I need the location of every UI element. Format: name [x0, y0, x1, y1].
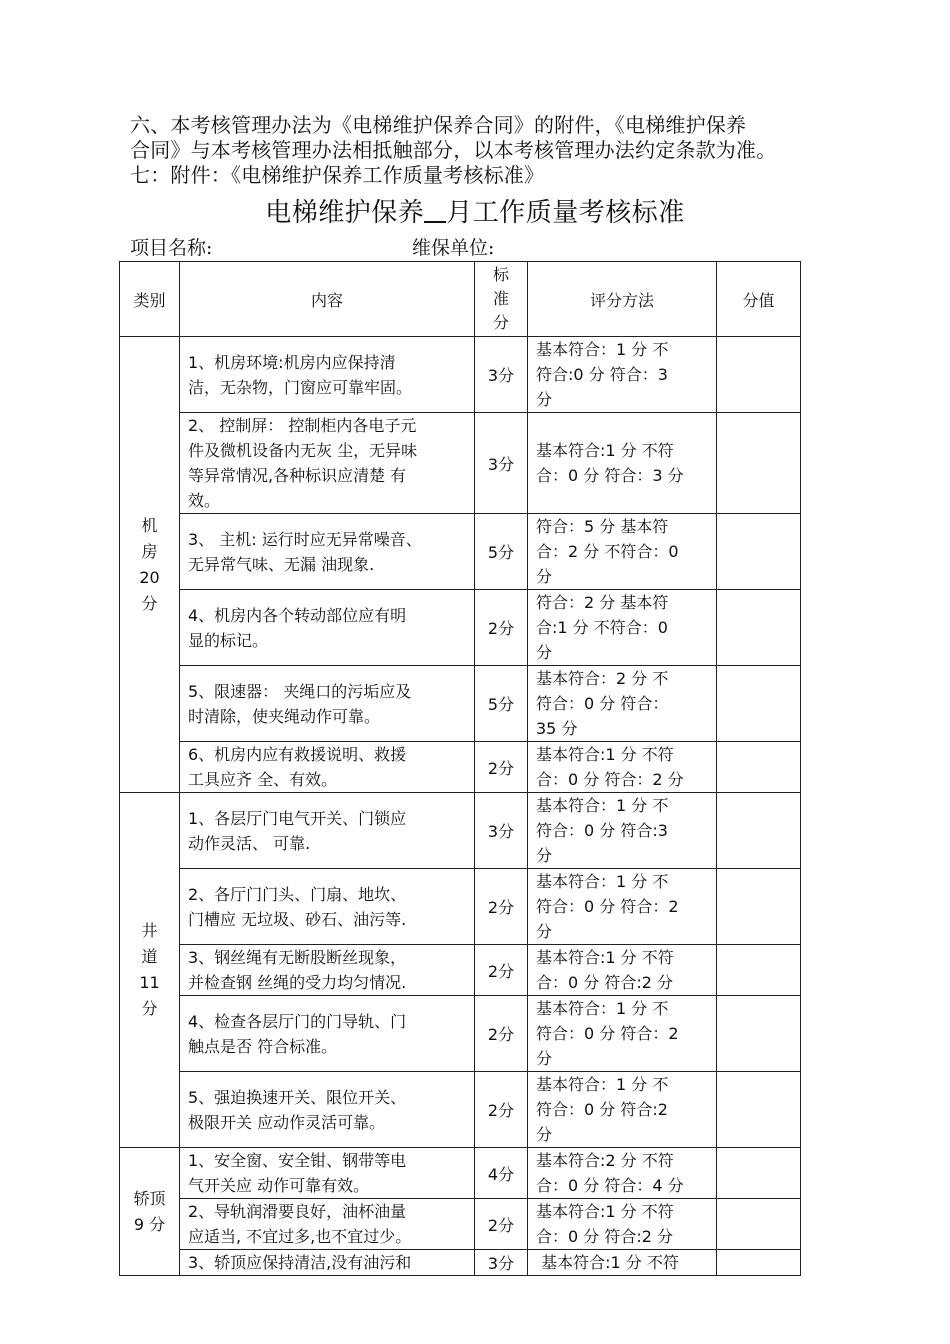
table-header-row — [120, 262, 801, 337]
method-line: 符合：0 分 符合： — [536, 694, 669, 713]
content-line: 1、各层厅门电气开关、门锁应 — [188, 808, 407, 828]
method-line: 符合:0 分 符合：3 — [536, 365, 668, 384]
method-line: 分 — [536, 846, 553, 865]
standard-score-cell: 3分 — [475, 1250, 528, 1276]
content-line: 触点是否 符合标准。 — [188, 1036, 338, 1056]
scoring-method-cell — [528, 945, 717, 996]
scoring-method-cell — [528, 590, 717, 666]
standard-score-cell: 2分 — [475, 996, 528, 1072]
content-cell — [180, 1250, 475, 1276]
content-line: 4、机房内各个转动部位应有明 — [188, 605, 407, 625]
month-blank — [424, 199, 446, 223]
score-value-cell[interactable] — [717, 1072, 801, 1148]
score-value-cell[interactable] — [717, 413, 801, 514]
content-cell — [180, 337, 475, 413]
method-line: 分 — [536, 643, 553, 662]
table-row — [120, 590, 801, 666]
method-line: 分 — [536, 390, 553, 409]
content-line: 显的标记。 — [188, 630, 269, 650]
table-row — [120, 514, 801, 590]
content-line: 4、检查各层厅门的门导轨、门 — [188, 1011, 407, 1031]
standard-score-cell: 2分 — [475, 1199, 528, 1250]
standard-score-cell: 3分 — [475, 793, 528, 869]
score-value-cell[interactable] — [717, 514, 801, 590]
content-line: 应适当, 不宜过多,也不宜过少。 — [188, 1227, 412, 1246]
score-value-cell[interactable] — [717, 590, 801, 666]
content-line: 5、限速器： 夹绳口的污垢应及 — [188, 681, 412, 701]
table-row — [120, 996, 801, 1072]
standard-score-cell: 2分 — [475, 869, 528, 945]
header-method: 评分方法 — [528, 262, 717, 337]
score-value-cell[interactable] — [717, 666, 801, 742]
method-line: 基本符合：1 分 不 — [536, 999, 669, 1018]
scoring-method-cell — [528, 413, 717, 514]
method-line: 符合：5 分 基本符 — [536, 517, 669, 536]
method-line: 35 分 — [536, 719, 578, 738]
standard-score-cell: 3分 — [475, 337, 528, 413]
method-line: 基本符合:1 分 不符 — [536, 948, 674, 967]
category-text: 9 分 — [133, 1214, 166, 1234]
standard-score-cell: 4分 — [475, 1148, 528, 1199]
table-row — [120, 666, 801, 742]
content-cell — [180, 793, 475, 869]
content-cell — [180, 996, 475, 1072]
scoring-method-cell — [528, 1072, 717, 1148]
content-line: 洁，无杂物，门窗应可靠牢固。 — [188, 377, 413, 397]
clause-seven: 七：附件：《电梯维护保养工作质量考核标准》 — [130, 163, 545, 187]
content-line: 件及微机设备内无灰 尘，无异味 — [188, 441, 418, 460]
category-text: 轿顶 — [133, 1188, 166, 1208]
method-line: 基本符合:1 分 不符 — [536, 745, 674, 764]
score-value-cell[interactable] — [717, 1199, 801, 1250]
standard-score-cell: 5分 — [475, 666, 528, 742]
content-line: 时清除，使夹绳动作可靠。 — [188, 706, 381, 726]
method-line: 基本符合：1 分 不 — [536, 796, 669, 815]
score-value-cell[interactable] — [717, 996, 801, 1072]
method-line: 合：0 分 符合：4 分 — [536, 1176, 684, 1195]
score-value-cell[interactable] — [717, 1148, 801, 1199]
content-line: 2、导轨润滑要良好，油杯油量 — [188, 1202, 407, 1221]
method-line: 基本符合:2 分 不符 — [536, 1151, 674, 1170]
category-cell — [120, 793, 180, 1148]
method-line: 符合：0 分 符合:3 — [536, 821, 668, 840]
content-line: 1、机房环境:机房内应保持清 — [188, 352, 396, 372]
table-row — [120, 1199, 801, 1250]
header-content: 内容 — [180, 262, 475, 337]
scoring-method-cell — [528, 1148, 717, 1199]
score-value-cell[interactable] — [717, 337, 801, 413]
method-line: 符合：0 分 符合：2 — [536, 1024, 679, 1043]
content-cell — [180, 1148, 475, 1199]
method-line: 符合：0 分 符合:2 — [536, 1100, 668, 1119]
category-cell — [120, 1148, 180, 1276]
header-standard-char: 标 — [492, 265, 509, 284]
method-line: 合：0 分 符合：2 分 — [536, 770, 684, 789]
content-line: 3、轿顶应保持清洁,没有油污和 — [188, 1253, 412, 1272]
method-line: 基本符合：2 分 不 — [536, 669, 669, 688]
content-line: 6、机房内应有救援说明、救援 — [188, 745, 407, 764]
table-row — [120, 742, 801, 793]
score-value-cell[interactable] — [717, 1250, 801, 1276]
method-line: 合：0 分 符合:2 分 — [536, 1227, 674, 1246]
standard-score-cell: 2分 — [475, 590, 528, 666]
content-cell — [180, 1199, 475, 1250]
scoring-method-cell — [528, 742, 717, 793]
content-line: 效。 — [188, 491, 221, 510]
table-row — [120, 945, 801, 996]
content-cell — [180, 666, 475, 742]
scoring-method-cell — [528, 514, 717, 590]
method-line: 合：2 分 不符合：0 — [536, 542, 679, 561]
content-line: 门槽应 无垃圾、砂石、油污等. — [188, 909, 407, 929]
content-line: 1、安全窗、安全钳、钢带等电 — [188, 1151, 407, 1170]
method-line: 符合：2 分 基本符 — [536, 593, 669, 612]
content-cell — [180, 945, 475, 996]
content-cell — [180, 413, 475, 514]
method-line: 分 — [536, 1125, 553, 1144]
content-line: 气开关应 动作可靠有效。 — [188, 1176, 370, 1195]
standard-score-cell: 2分 — [475, 1072, 528, 1148]
content-line: 3、 主机: 运行时应无异常噪音、 — [188, 529, 422, 549]
method-line: 合：0 分 符合:2 分 — [536, 973, 674, 992]
scoring-method-cell — [528, 1199, 717, 1250]
method-line: 基本符合：1 分 不 — [536, 872, 669, 891]
standard-score-cell: 5分 — [475, 514, 528, 590]
table-row — [120, 869, 801, 945]
score-value-cell[interactable] — [717, 869, 801, 945]
content-cell — [180, 590, 475, 666]
scoring-method-cell — [528, 666, 717, 742]
header-score: 分值 — [717, 262, 801, 337]
score-value-cell[interactable] — [717, 742, 801, 793]
content-line: 5、强迫换速开关、限位开关、 — [188, 1087, 407, 1107]
content-line: 动作灵活、 可靠. — [188, 833, 311, 853]
standard-score-cell: 2分 — [475, 742, 528, 793]
content-line: 极限开关 应动作灵活可靠。 — [188, 1112, 386, 1132]
method-line: 合:1 分 不符合：0 — [536, 618, 668, 637]
scoring-method-cell — [528, 1250, 717, 1276]
method-line: 基本符合：1 分 不 — [536, 340, 669, 359]
scoring-method-cell — [528, 869, 717, 945]
standard-score-cell: 3分 — [475, 413, 528, 514]
method-line: 基本符合:1 分 不符 — [536, 1253, 679, 1272]
content-cell — [180, 869, 475, 945]
content-cell — [180, 742, 475, 793]
maintenance-unit-label: 维保单位: — [412, 237, 495, 259]
content-line: 工具应齐 全、有效。 — [188, 770, 338, 789]
method-line: 合：0 分 符合：3 分 — [536, 466, 684, 485]
scoring-method-cell — [528, 337, 717, 413]
method-line: 基本符合：1 分 不 — [536, 1075, 669, 1094]
table-row — [120, 793, 801, 869]
category-text: 11 — [139, 973, 160, 992]
score-value-cell[interactable] — [717, 793, 801, 869]
content-line: 无异常气味、无漏 油现象. — [188, 554, 375, 574]
category-text: 房 — [141, 541, 158, 561]
content-line: 等异常情况,各种标识应清楚 有 — [188, 466, 407, 485]
clause-six-line-2: 合同》与本考核管理办法相抵触部分，以本考核管理办法约定条款为准。 — [130, 138, 777, 162]
project-name-label: 项目名称: — [130, 237, 213, 259]
table-row — [120, 337, 801, 413]
method-line: 分 — [536, 567, 553, 586]
header-standard-char: 分 — [492, 313, 509, 332]
title-prefix: 电梯维护保养 — [265, 198, 425, 228]
category-text: 分 — [141, 999, 158, 1018]
category-text: 分 — [141, 593, 158, 613]
method-line: 分 — [536, 922, 553, 941]
header-standard — [475, 262, 528, 337]
content-line: 2、 控制屏： 控制柜内各电子元 — [188, 416, 417, 435]
scoring-method-cell — [528, 793, 717, 869]
category-text: 机 — [141, 515, 158, 535]
table-row — [120, 413, 801, 514]
category-text: 井 — [141, 921, 158, 940]
category-text: 20 — [139, 567, 160, 587]
document-title — [0, 196, 950, 230]
method-line: 基本符合:1 分 不符 — [536, 1202, 674, 1221]
clause-six-line-1: 六、本考核管理办法为《电梯维护保养合同》的附件，《电梯维护保养 — [130, 113, 747, 137]
table-row — [120, 1250, 801, 1276]
header-category: 类别 — [120, 262, 180, 337]
table-row — [120, 1148, 801, 1199]
title-suffix: 月工作质量考核标准 — [446, 198, 685, 228]
assessment-table — [119, 261, 801, 1276]
method-line: 基本符合:1 分 不符 — [536, 441, 674, 460]
standard-score-cell: 2分 — [475, 945, 528, 996]
category-cell — [120, 337, 180, 793]
content-line: 2、各厅门门头、门扇、地坎、 — [188, 884, 407, 904]
content-line: 3、钢丝绳有无断股断丝现象， — [188, 948, 407, 967]
header-standard-char: 准 — [492, 289, 509, 308]
method-line: 分 — [536, 1049, 553, 1068]
scoring-method-cell — [528, 996, 717, 1072]
content-cell — [180, 1072, 475, 1148]
table-row — [120, 1072, 801, 1148]
content-cell — [180, 514, 475, 590]
content-line: 并检查钢 丝绳的受力均匀情况. — [188, 973, 407, 992]
score-value-cell[interactable] — [717, 945, 801, 996]
category-text: 道 — [141, 947, 158, 966]
method-line: 符合：0 分 符合：2 — [536, 897, 679, 916]
